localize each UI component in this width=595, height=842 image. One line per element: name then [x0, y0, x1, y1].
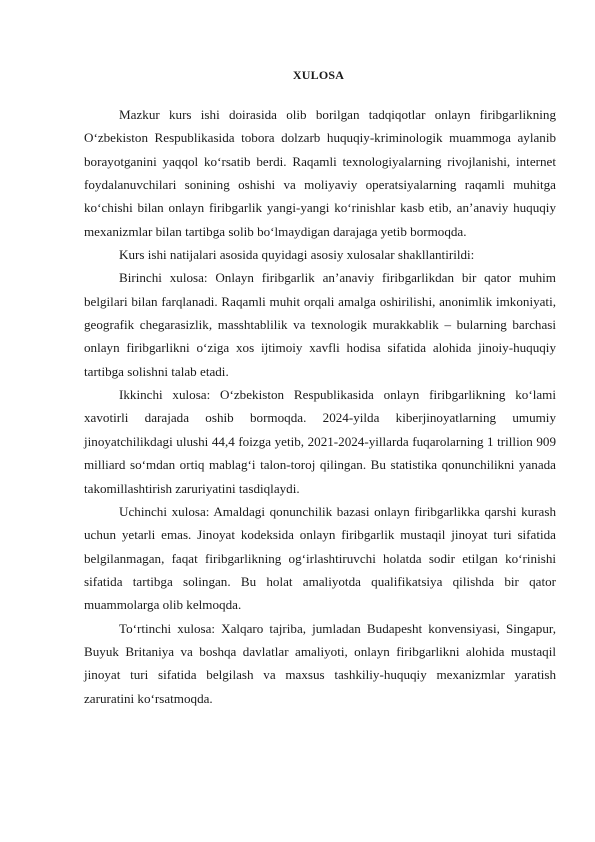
paragraph-conclusion-3: Uchinchi xulosa: Amaldagi qonunchilik bazasi onlayn firibgarlikka qarshi kurash uchun yetarli emas. Jinoyat kodeksida onlayn firibgarlik mustaqil jinoyat turi sifatida belgilanmagan, faqat firibgarlikning og‘irlashtiruvchi holatda sodir etilgan ko‘rinishi sifatida tartibga solingan. Bu holat amaliyotda qualifikatsiya qilishda bir qator muammolarga olib kelmoqda.	[84, 503, 556, 613]
paragraph-summary-lead: Kurs ishi natijalari asosida quyidagi asosiy xulosalar shakllantirildi:	[119, 247, 475, 263]
page-title: XULOSA	[292, 68, 345, 82]
body-text	[84, 103, 556, 710]
paragraph-intro: Mazkur kurs ishi doirasida olib borilgan tadqiqotlar onlayn firibgarlikning O‘zbekiston Respublikasida tobora dolzarb huquqiy-kriminologik muammoga aylanib borayotganini yaqqol ko‘rsatib berdi. Raqamli texnologiyalarning rivojlanishi, internet foydalanuvchilari sonining oshishi va moliyaviy operatsiyalarning raqamli muhitga ko‘chishi bilan onlayn firibgarlik yangi-yangi ko‘rinishlar kasb etib, an’anaviy huquqiy mexanizmlar bilan tartibga solib bo‘lmaydigan darajaga yetib bormoqda.	[84, 107, 556, 239]
paragraph-conclusion-2: Ikkinchi xulosa: O‘zbekiston Respublikasida onlayn firibgarlikning ko‘lami xavotirli darajada oshib bormoqda. 2024-yilda kiberjinoyatlarning umumiy jinoyatchilikdagi ulushi 44,4 foizga yetib, 2021-2024-yillarda fuqarolarning 1 trillion 909 milliard so‘mdan ortiq mablag‘i talon-toroj qilingan. Bu statistika qonunchilikni yanada takomillashtirish zaruriyatini tasdiqlaydi.	[84, 387, 556, 496]
paragraph-conclusion-4: To‘rtinchi xulosa: Xalqaro tajriba, jumladan Budapesht konvensiyasi, Singapur, Buyuk Britaniya va boshqa davlatlar amaliyoti, onlayn firibgarlikni alohida mustaqil jinoyat turi sifatida belgilash va maxsus tashkiliy-huquqiy mexanizmlar yaratish zaruratini ko‘rsatmoqda.	[84, 620, 556, 706]
paragraph-conclusion-1: Birinchi xulosa: Onlayn firibgarlik an’anaviy firibgarlikdan bir qator muhim belgilari bilan farqlanadi. Raqamli muhit orqali amalga oshirilishi, anonimlik imkoniyati, geografik chegarasizlik, masshtablilik va texnologik murakkablik – bularning barchasi onlayn firibgarlikni o‘ziga xos ijtimoiy xavfli hodisa sifatida alohida jinoiy-huquqiy tartibga solishni talab etadi.	[84, 270, 556, 379]
